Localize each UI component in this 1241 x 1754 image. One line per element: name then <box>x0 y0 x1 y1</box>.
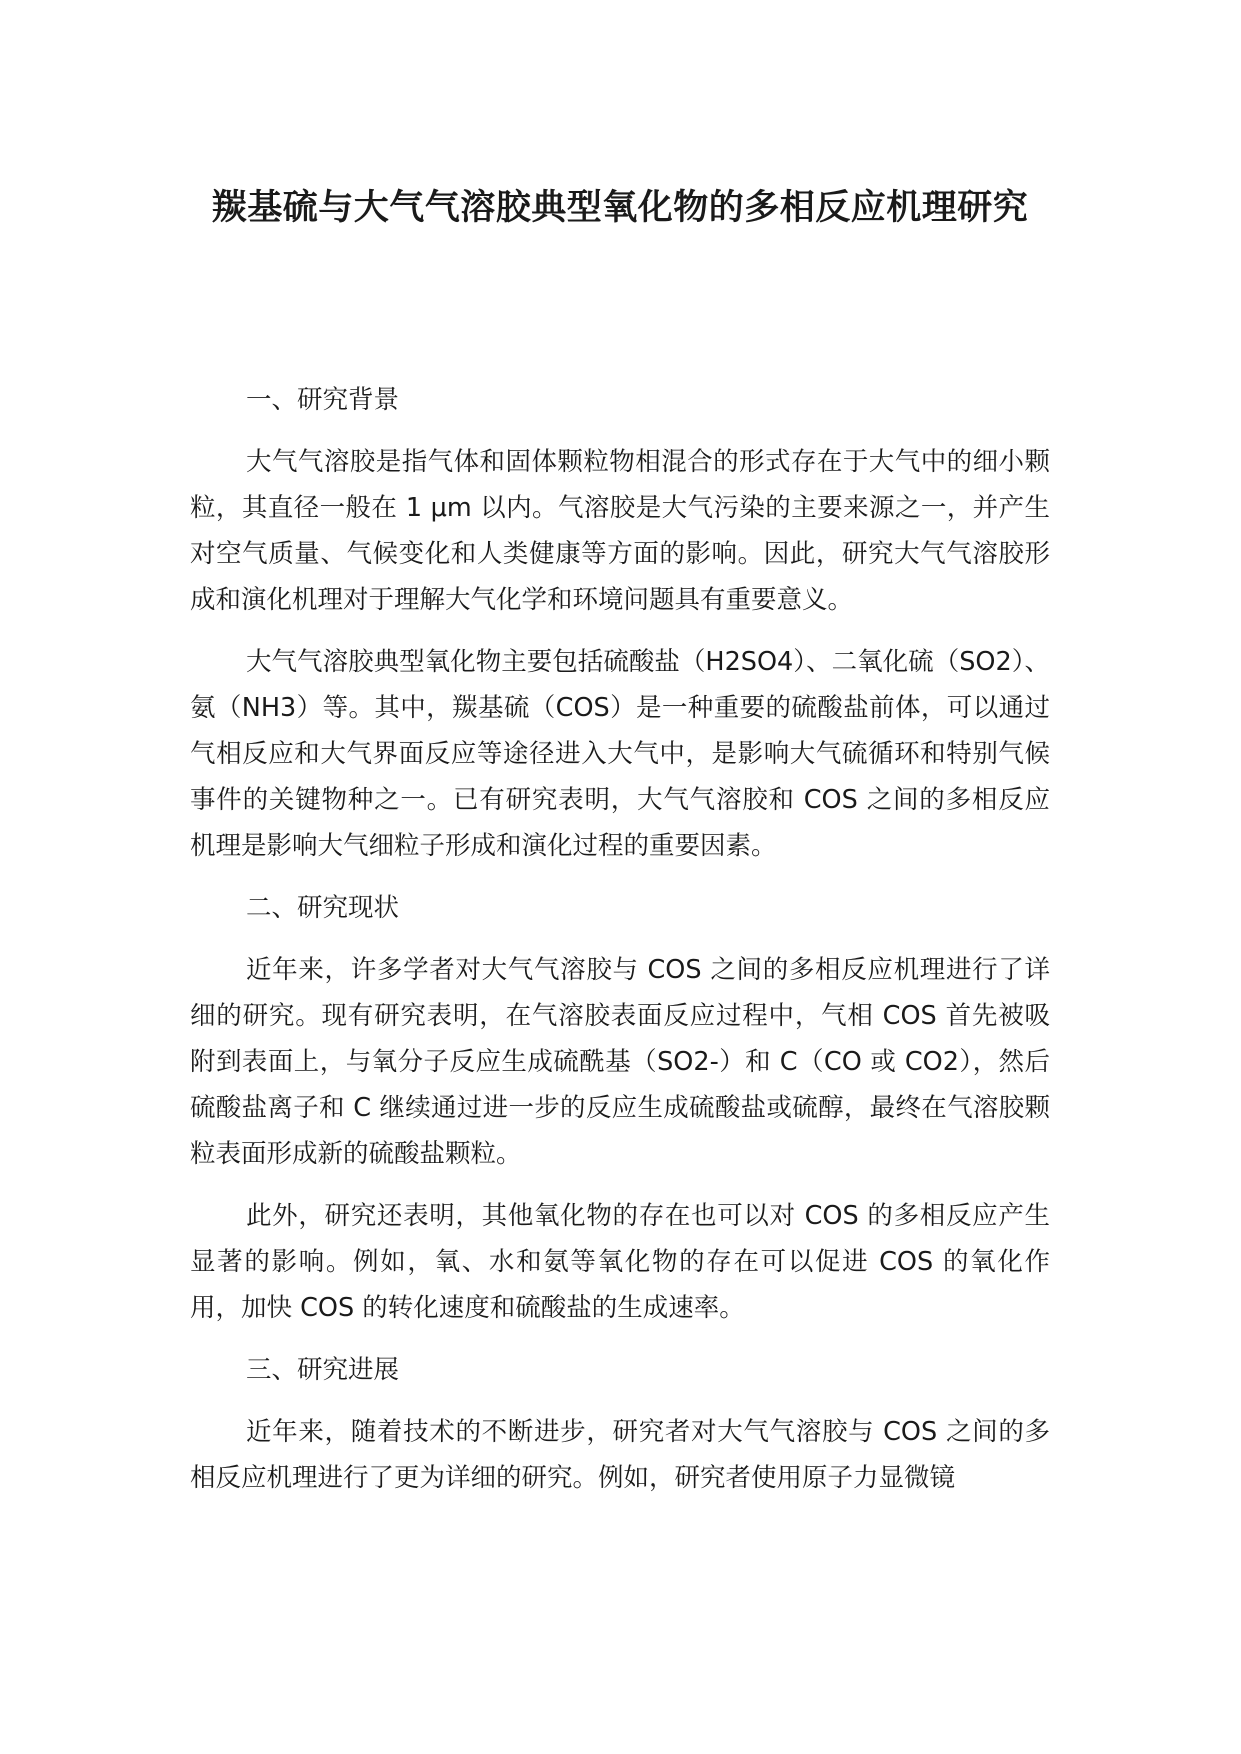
document-body <box>190 377 1050 1517</box>
section-heading-background: 一、研究背景 <box>246 385 400 415</box>
paragraph-status-2: 此外，研究还表明，其他氧化物的存在也可以对 COS 的多相反应产生显著的影响。例如，氧、水和氨等氧化物的存在可以促进 COS 的氧化作用，加快 COS 的转化速度和硫酸盐的生成速率。 <box>190 1201 1050 1323</box>
paragraph-status-1: 近年来，许多学者对大气气溶胶与 COS 之间的多相反应机理进行了详细的研究。现有研究表明，在气溶胶表面反应过程中，气相 COS 首先被吸附到表面上，与氧分子反应生成硫酰基（SO2-）和 C（CO 或 CO2），然后硫酸盐离子和 C 继续通过进一步的反应生成硫酸盐或硫醇，最终在气溶胶颗粒表面形成新的硫酸盐颗粒。 <box>190 955 1050 1169</box>
section-heading-status: 二、研究现状 <box>246 893 400 923</box>
paragraph-background-1: 大气气溶胶是指气体和固体颗粒物相混合的形式存在于大气中的细小颗粒，其直径一般在 1 μm 以内。气溶胶是大气污染的主要来源之一，并产生对空气质量、气候变化和人类健康等方面的影响。因此，研究大气气溶胶形成和演化机理对于理解大气化学和环境问题具有重要意义。 <box>190 447 1050 615</box>
paragraph-progress-1: 近年来，随着技术的不断进步，研究者对大气气溶胶与 COS 之间的多相反应机理进行了更为详细的研究。例如，研究者使用原子力显微镜 <box>190 1417 1050 1493</box>
document-title: 羰基硫与大气气溶胶典型氧化物的多相反应机理研究 <box>211 188 1029 228</box>
paragraph-background-2: 大气气溶胶典型氧化物主要包括硫酸盐（H2SO4）、二氧化硫（SO2）、氨（NH3）等。其中，羰基硫（COS）是一种重要的硫酸盐前体，可以通过气相反应和大气界面反应等途径进入大气中，是影响大气硫循环和特别气候事件的关键物种之一。已有研究表明，大气气溶胶和 COS 之间的多相反应机理是影响大气细粒子形成和演化过程的重要因素。 <box>190 647 1050 861</box>
section-heading-progress: 三、研究进展 <box>246 1355 400 1385</box>
